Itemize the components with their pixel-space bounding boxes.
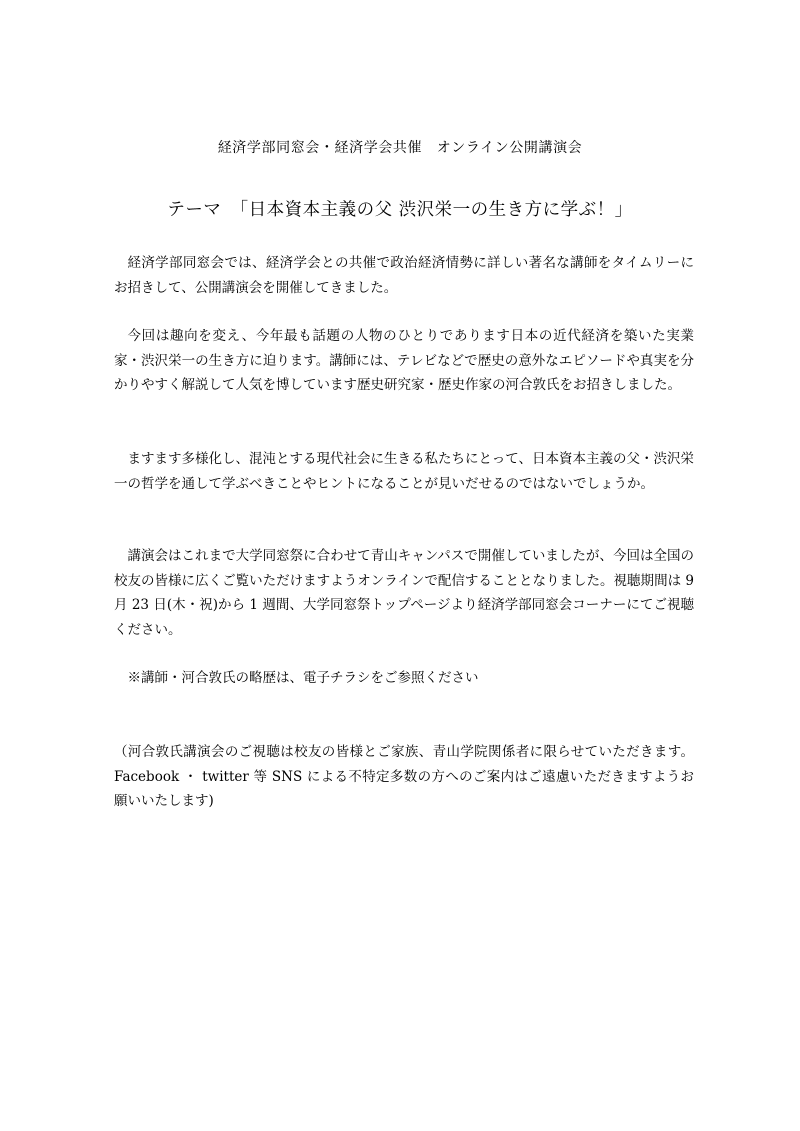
paragraph-intro: 経済学部同窓会では、経済学会との共催で政治経済情勢に詳しい著名な講師をタイムリーにお招きして、公開講演会を開催してきました。 xyxy=(114,255,694,296)
paragraph-speaker: 今回は趣向を変え、今年最も話題の人物のひとりであります日本の近代経済を築いた実業家・渋沢栄一の生き方に迫ります。講師には、テレビなどで歴史の意外なエピソードや真実を分かりやすく解説して人気を博しています歴史研究家・歴史作家の河合敦氏をお招きしました。 xyxy=(114,328,694,393)
paragraph-purpose: ますます多様化し、混沌とする現代社会に生きる私たちにとって、日本資本主義の父・渋沢栄一の哲学を通して学ぶべきことやヒントになることが見いだせるのではないでしょうか。 xyxy=(114,451,694,492)
paragraph-profile-note: ※講師・河合敦氏の略歴は、電子チラシをご参照ください xyxy=(127,670,479,686)
paragraph-viewing-period: 講演会はこれまで大学同窓祭に合わせて青山キャンパスで開催していましたが、今回は全国の校友の皆様に広くご覧いただけますようオンラインで配信することとなりました。視聴期間は 9 月 23 日(木・祝)から 1 週間、大学同窓祭トップページより経済学部同窓会コーナーにてご視聴ください。 xyxy=(114,548,694,638)
paragraph-viewing-restriction: （河合敦氏講演会のご視聴は校友の皆様とご家族、青山学院関係者に限らせていただきます。Facebook ・ twitter 等 SNS による不特定多数の方へのご案内はご遠慮いただきますようお願いいたします) xyxy=(114,744,694,809)
theme-heading: テーマ 「日本資本主義の父 渋沢栄一の生き方に学ぶ！」 xyxy=(167,200,633,220)
organizer-heading: 経済学部同窓会・経済学会共催 オンライン公開講演会 xyxy=(217,140,583,156)
